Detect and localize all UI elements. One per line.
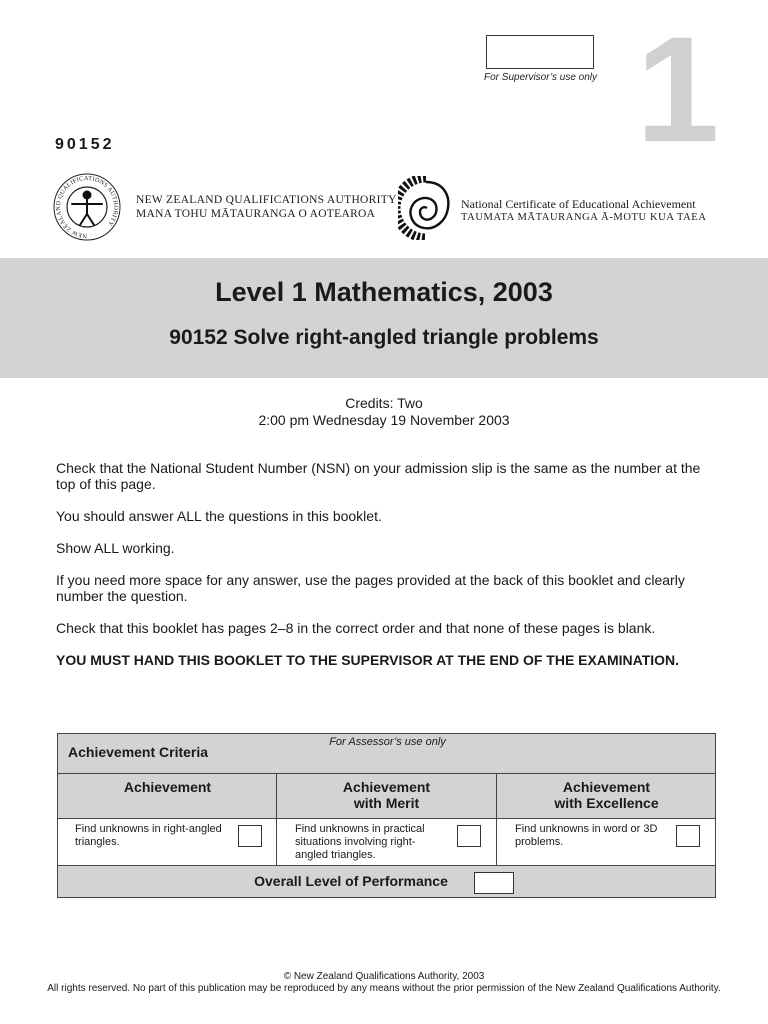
rights-line: All rights reserved. No part of this publication may be reproduced by any means without the prior permission of the New Zealand Qualifications Authority. (47, 983, 721, 994)
title-band (0, 258, 768, 378)
instruction-answer-all: You should answer ALL the questions in this booklet. (56, 508, 382, 524)
merit-checkbox[interactable] (457, 825, 481, 847)
supervisor-box (486, 35, 594, 69)
paper-title: Level 1 Mathematics, 2003 (215, 277, 553, 307)
column-heading-achievement (58, 779, 277, 795)
ncea-spiral-logo (398, 176, 454, 240)
column-heading-merit (277, 779, 496, 811)
standard-code: 90152 (55, 136, 115, 153)
copyright-line: © New Zealand Qualifications Authority, 2003 (283, 971, 485, 982)
column-heading-line: Achievement (123, 779, 212, 795)
nzqa-name-english: NEW ZEALAND QUALIFICATIONS AUTHORITY (136, 194, 397, 206)
paper-level-number: 1 (636, 5, 720, 173)
table-divider (58, 773, 715, 774)
overall-level-box[interactable] (474, 872, 514, 894)
ncea-name-english: National Certificate of Educational Achievement (461, 197, 696, 211)
criterion-achievement: Find unknowns in right-angled triangles. (75, 823, 222, 848)
criterion-excellence: Find unknowns in word or 3D problems. (515, 823, 658, 848)
instruction-check-pages: Check that this booklet has pages 2–8 in the correct order and that none of these pages is blank. (56, 620, 656, 636)
achievement-checkbox[interactable] (238, 825, 262, 847)
nzqa-seal-text: NEW ZEALAND QUALIFICATIONS AUTHORITY (54, 174, 120, 240)
nzqa-logo (52, 172, 122, 244)
column-heading-line: Achievement (562, 779, 651, 795)
excellence-checkbox[interactable] (676, 825, 700, 847)
table-divider (58, 865, 715, 866)
ncea-name (461, 198, 707, 224)
instruction-hand-in: YOU MUST HAND THIS BOOKLET TO THE SUPERVISOR AT THE END OF THE EXAMINATION. (56, 652, 680, 668)
column-heading-line: Achievement (342, 779, 431, 795)
paper-subtitle: 90152 Solve right-angled triangle problems (169, 326, 599, 349)
ncea-name-maori: TAUMATA MĀTAURANGA Ā-MOTU KUA TAEA (461, 212, 707, 223)
column-heading-line: with Merit (353, 795, 420, 811)
credits-line: Credits: Two (345, 395, 423, 411)
criteria-title: Achievement Criteria (68, 744, 209, 760)
exam-datetime: 2:00 pm Wednesday 19 November 2003 (258, 412, 510, 428)
nzqa-name-maori: MANA TOHU MĀTAURANGA O AOTEAROA (136, 208, 376, 220)
overall-label: Overall Level of Performance (254, 873, 448, 889)
column-heading-line: with Excellence (554, 795, 659, 811)
achievement-criteria-table (57, 733, 716, 898)
assessor-label: For Assessor’s use only (329, 736, 446, 748)
instruction-show-working: Show ALL working. (56, 540, 175, 556)
criterion-merit: Find unknowns in practical situations involving right-angled triangles. (295, 823, 425, 861)
instruction-more-space: If you need more space for any answer, use the pages provided at the back of this booklet and clearly number the question. (56, 572, 685, 604)
credits-block (0, 395, 768, 429)
column-heading-excellence (497, 779, 716, 811)
instruction-nsn: Check that the National Student Number (NSN) on your admission slip is the same as the number at the top of this page. (56, 460, 701, 492)
nzqa-name (136, 193, 397, 221)
table-divider (58, 818, 715, 819)
supervisor-label: For Supervisor’s use only (484, 72, 598, 83)
